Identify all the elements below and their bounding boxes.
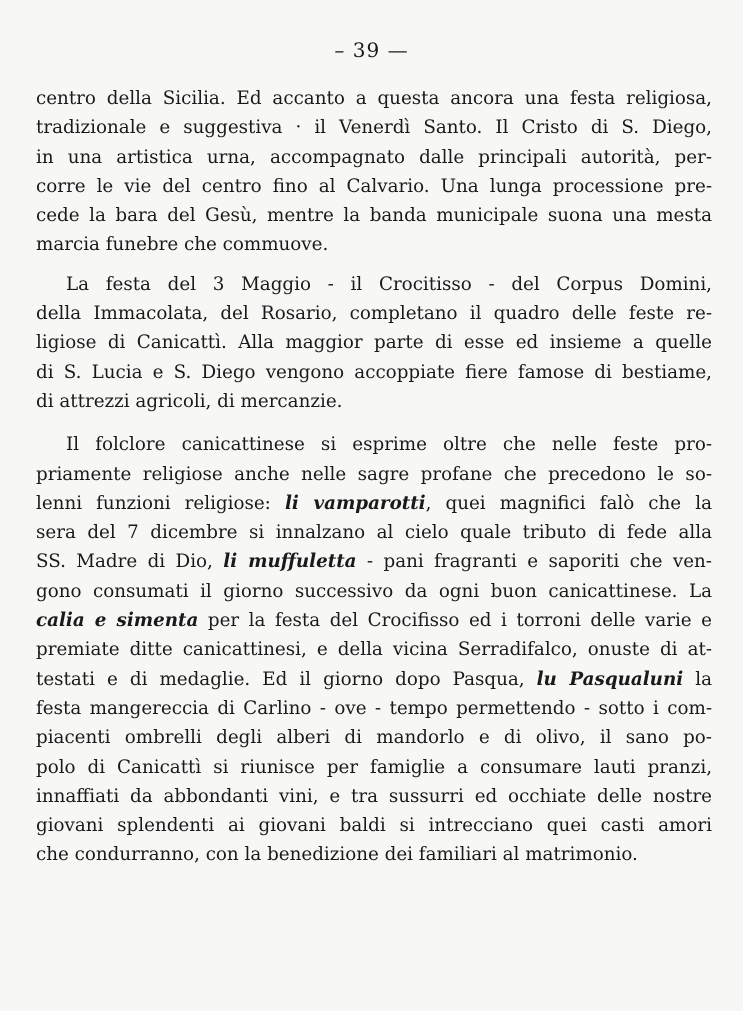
text-line: giovani splendenti ai giovani baldi si intrecciano quei casti amori	[36, 815, 712, 837]
text-segment: SS. Madre di Dio,	[36, 551, 224, 573]
text-segment: lenni funzioni religiose:	[36, 492, 285, 514]
text-line: che condurranno, con la benedizione dei familiari al matrimonio.	[36, 844, 638, 866]
text-line: polo di Canicattì si riunisce per famiglie a consumare lauti pranzi,	[36, 756, 712, 778]
text-line: La festa del 3 Maggio - il Crocitisso - del Corpus Domini,	[66, 273, 712, 295]
text-line	[36, 547, 712, 576]
paragraph-folclore	[36, 430, 712, 869]
text-line	[36, 489, 712, 518]
text-segment: la	[683, 668, 712, 690]
italic-term: li vamparotti	[284, 492, 426, 514]
text-line: innaffiati da abbondanti vini, e tra sussurri ed occhiate delle nostre	[36, 785, 712, 807]
text-line: gono consumati il giorno successivo da ogni buon canicattinese. La	[36, 580, 712, 602]
text-line: premiate ditte canicattinesi, e della vicina Serradifalco, onuste di at-	[36, 639, 712, 661]
text-segment: per la festa del Crocifisso ed i torroni delle varie e	[198, 610, 712, 632]
text-line: di attrezzi agricoli, di mercanzie.	[36, 390, 343, 412]
text-line: corre le vie del centro fino al Calvario. Una lunga processione pre-	[36, 175, 712, 197]
text-segment: - pani fragranti e saporiti che ven-	[356, 551, 712, 573]
italic-term: calia e simenta	[36, 610, 199, 632]
text-line: festa mangereccia di Carlino - ove - tempo permettendo - sotto i com-	[36, 697, 712, 719]
text-line: sera del 7 dicembre si innalzano al cielo quale tributo di fede alla	[36, 522, 712, 544]
text-line: di S. Lucia e S. Diego vengono accoppiate fiere famose di bestiame,	[36, 361, 712, 383]
italic-term: lu Pasqualuni	[536, 668, 684, 690]
text-line	[36, 606, 712, 635]
text-line: piacenti ombrelli degli alberi di mandorlo e di olivo, il sano po-	[36, 727, 712, 749]
paragraph-feste-religiose	[36, 270, 712, 416]
text-line: marcia funebre che commuove.	[36, 234, 329, 256]
text-line: in una artistica urna, accompagnato dalle principali autorità, per-	[36, 146, 712, 168]
italic-term: li muffuletta	[223, 551, 357, 573]
text-segment: , quei magnifici falò che la	[425, 492, 712, 514]
text-line	[36, 665, 712, 694]
text-line: Il folclore canicattinese si esprime oltre che nelle feste pro-	[66, 434, 712, 456]
text-segment: testati e di medaglie. Ed il giorno dopo Pasqua,	[36, 668, 537, 690]
text-line: della Immacolata, del Rosario, completano il quadro delle feste re-	[36, 303, 712, 325]
text-line: cede la bara del Gesù, mentre la banda municipale suona una mesta	[36, 205, 712, 227]
paragraph-venerdi-santo	[36, 84, 712, 260]
page-number: – 39 —	[334, 38, 409, 62]
text-line: priamente religiose anche nelle sagre profane che precedono le so-	[36, 463, 712, 485]
text-line: ligiose di Canicattì. Alla maggior parte di esse ed insieme a quelle	[36, 332, 712, 354]
page-body	[36, 84, 712, 870]
text-line: tradizionale e suggestiva · il Venerdì Santo. Il Cristo di S. Diego,	[36, 117, 712, 139]
text-line: centro della Sicilia. Ed accanto a questa ancora una festa religiosa,	[36, 88, 712, 109]
